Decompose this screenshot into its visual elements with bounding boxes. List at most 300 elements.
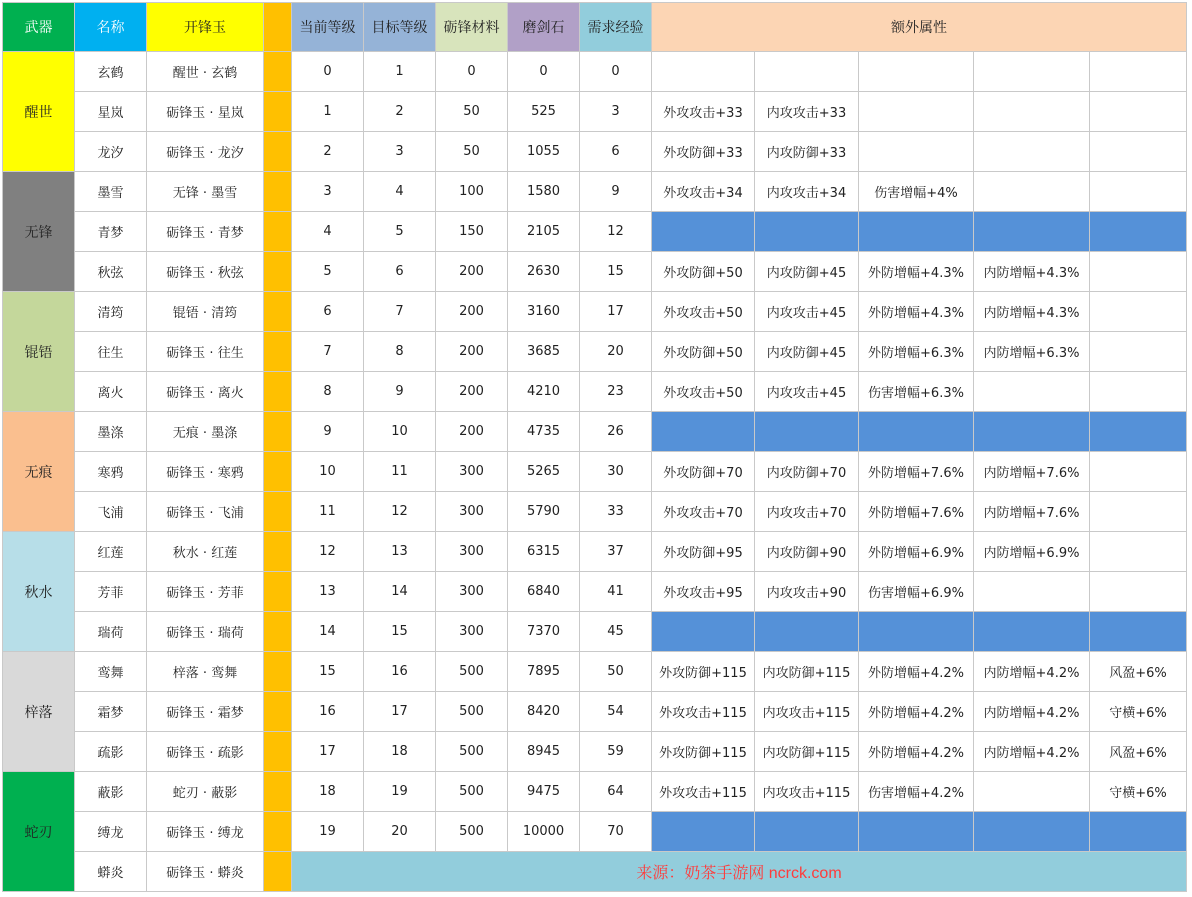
stone-cell[interactable]: 8420 (508, 692, 580, 732)
extra-attribute-cell[interactable] (755, 52, 859, 92)
gold-divider-cell[interactable] (264, 492, 292, 532)
extra-attribute-cell[interactable]: 外攻防御+95 (652, 532, 755, 572)
header-target-level[interactable]: 目标等级 (364, 3, 436, 52)
target-level-cell[interactable]: 18 (364, 732, 436, 772)
header-weapon[interactable]: 武器 (3, 3, 75, 52)
extra-attribute-cell[interactable] (1090, 212, 1187, 252)
exp-cell[interactable]: 3 (580, 92, 652, 132)
header-stone[interactable]: 磨剑石 (508, 3, 580, 52)
name-cell[interactable]: 疏影 (75, 732, 147, 772)
table-row (3, 92, 1187, 132)
kaifengyu-cell[interactable]: 砺锋玉 · 秋弦 (147, 252, 264, 292)
extra-attribute-cell[interactable]: 内攻防御+33 (755, 132, 859, 172)
table-row (3, 852, 1187, 892)
extra-attribute-cell[interactable]: 内攻防御+115 (755, 732, 859, 772)
gold-divider-cell[interactable] (264, 732, 292, 772)
material-cell[interactable]: 500 (436, 692, 508, 732)
extra-attribute-cell[interactable] (652, 412, 755, 452)
extra-attribute-cell[interactable]: 外攻防御+33 (652, 132, 755, 172)
name-cell[interactable]: 红莲 (75, 532, 147, 572)
extra-attribute-cell[interactable]: 内攻攻击+115 (755, 692, 859, 732)
extra-attribute-cell[interactable] (755, 812, 859, 852)
current-level-cell[interactable]: 16 (292, 692, 364, 732)
kaifengyu-cell[interactable]: 砺锋玉 · 星岚 (147, 92, 264, 132)
extra-attribute-cell[interactable]: 外攻防御+50 (652, 332, 755, 372)
extra-attribute-cell[interactable] (974, 92, 1090, 132)
material-cell[interactable]: 50 (436, 92, 508, 132)
exp-cell[interactable]: 12 (580, 212, 652, 252)
material-cell[interactable]: 50 (436, 132, 508, 172)
kaifengyu-cell[interactable]: 砺锋玉 · 青梦 (147, 212, 264, 252)
header-extra-attributes[interactable]: 额外属性 (652, 3, 1187, 52)
stone-cell[interactable]: 3685 (508, 332, 580, 372)
stone-cell[interactable]: 0 (508, 52, 580, 92)
table-row (3, 812, 1187, 852)
gold-divider-cell[interactable] (264, 772, 292, 812)
extra-attribute-cell[interactable]: 外攻防御+115 (652, 732, 755, 772)
extra-attribute-cell[interactable]: 外攻攻击+95 (652, 572, 755, 612)
target-level-cell[interactable]: 17 (364, 692, 436, 732)
target-level-cell[interactable]: 11 (364, 452, 436, 492)
extra-attribute-cell[interactable]: 外攻防御+70 (652, 452, 755, 492)
name-cell[interactable]: 霜梦 (75, 692, 147, 732)
current-level-cell[interactable]: 11 (292, 492, 364, 532)
stone-cell[interactable]: 1055 (508, 132, 580, 172)
name-cell[interactable]: 星岚 (75, 92, 147, 132)
extra-attribute-cell[interactable]: 外防增幅+4.3% (859, 252, 974, 292)
name-cell[interactable]: 离火 (75, 372, 147, 412)
gold-divider-cell[interactable] (264, 372, 292, 412)
extra-attribute-cell[interactable]: 内攻防御+115 (755, 652, 859, 692)
stone-cell[interactable]: 6315 (508, 532, 580, 572)
stone-cell[interactable]: 4210 (508, 372, 580, 412)
material-cell[interactable]: 500 (436, 772, 508, 812)
extra-attribute-cell[interactable]: 守横+6% (1090, 692, 1187, 732)
exp-cell[interactable]: 17 (580, 292, 652, 332)
extra-attribute-cell[interactable] (1090, 452, 1187, 492)
gold-divider-cell[interactable] (264, 532, 292, 572)
name-cell[interactable]: 蔽影 (75, 772, 147, 812)
extra-attribute-cell[interactable]: 外攻攻击+50 (652, 292, 755, 332)
extra-attribute-cell[interactable]: 内攻攻击+45 (755, 292, 859, 332)
current-level-cell[interactable]: 19 (292, 812, 364, 852)
material-cell[interactable]: 300 (436, 612, 508, 652)
table-row (3, 172, 1187, 212)
extra-attribute-cell[interactable]: 内防增幅+4.3% (974, 292, 1090, 332)
kaifengyu-cell[interactable]: 无锋 · 墨雪 (147, 172, 264, 212)
name-cell[interactable]: 青梦 (75, 212, 147, 252)
exp-cell[interactable]: 54 (580, 692, 652, 732)
target-level-cell[interactable]: 4 (364, 172, 436, 212)
stone-cell[interactable]: 8945 (508, 732, 580, 772)
gold-divider-column[interactable] (264, 3, 292, 52)
material-cell[interactable]: 200 (436, 332, 508, 372)
target-level-cell[interactable]: 1 (364, 52, 436, 92)
gold-divider-cell[interactable] (264, 332, 292, 372)
target-level-cell[interactable]: 12 (364, 492, 436, 532)
name-cell[interactable]: 芳菲 (75, 572, 147, 612)
extra-attribute-cell[interactable] (974, 572, 1090, 612)
extra-attribute-cell[interactable] (859, 132, 974, 172)
gold-divider-cell[interactable] (264, 652, 292, 692)
extra-attribute-cell[interactable] (1090, 492, 1187, 532)
material-cell[interactable]: 300 (436, 452, 508, 492)
kaifengyu-cell[interactable]: 无痕 · 墨涤 (147, 412, 264, 452)
extra-attribute-cell[interactable] (859, 412, 974, 452)
exp-cell[interactable]: 9 (580, 172, 652, 212)
extra-attribute-cell[interactable]: 外防增幅+4.2% (859, 692, 974, 732)
target-level-cell[interactable]: 13 (364, 532, 436, 572)
extra-attribute-cell[interactable]: 伤害增幅+6.9% (859, 572, 974, 612)
extra-attribute-cell[interactable]: 内攻攻击+45 (755, 372, 859, 412)
name-cell[interactable]: 寒鸦 (75, 452, 147, 492)
current-level-cell[interactable]: 15 (292, 652, 364, 692)
target-level-cell[interactable]: 7 (364, 292, 436, 332)
extra-attribute-cell[interactable]: 内攻攻击+90 (755, 572, 859, 612)
table-row (3, 212, 1187, 252)
gold-divider-cell[interactable] (264, 52, 292, 92)
gold-divider-cell[interactable] (264, 612, 292, 652)
gold-divider-cell[interactable] (264, 852, 292, 892)
exp-cell[interactable]: 41 (580, 572, 652, 612)
stone-cell[interactable]: 5265 (508, 452, 580, 492)
extra-attribute-cell[interactable]: 外防增幅+6.3% (859, 332, 974, 372)
extra-attribute-cell[interactable] (859, 212, 974, 252)
material-cell[interactable]: 100 (436, 172, 508, 212)
extra-attribute-cell[interactable] (1090, 412, 1187, 452)
extra-attribute-cell[interactable] (1090, 372, 1187, 412)
material-cell[interactable]: 200 (436, 252, 508, 292)
exp-cell[interactable]: 20 (580, 332, 652, 372)
name-cell[interactable]: 清筠 (75, 292, 147, 332)
kaifengyu-cell[interactable]: 砺锋玉 · 离火 (147, 372, 264, 412)
extra-attribute-cell[interactable]: 内攻防御+70 (755, 452, 859, 492)
kaifengyu-cell[interactable]: 锟铻 · 清筠 (147, 292, 264, 332)
exp-cell[interactable]: 59 (580, 732, 652, 772)
name-cell[interactable]: 玄鹤 (75, 52, 147, 92)
current-level-cell[interactable]: 6 (292, 292, 364, 332)
gold-divider-cell[interactable] (264, 452, 292, 492)
header-exp[interactable]: 需求经验 (580, 3, 652, 52)
extra-attribute-cell[interactable]: 外防增幅+4.3% (859, 292, 974, 332)
extra-attribute-cell[interactable] (974, 52, 1090, 92)
stone-cell[interactable]: 7370 (508, 612, 580, 652)
material-cell[interactable]: 300 (436, 572, 508, 612)
material-cell[interactable]: 200 (436, 372, 508, 412)
exp-cell[interactable]: 37 (580, 532, 652, 572)
extra-attribute-cell[interactable] (1090, 532, 1187, 572)
header-name[interactable]: 名称 (75, 3, 147, 52)
target-level-cell[interactable]: 19 (364, 772, 436, 812)
extra-attribute-cell[interactable] (859, 612, 974, 652)
extra-attribute-cell[interactable] (755, 212, 859, 252)
extra-attribute-cell[interactable] (1090, 52, 1187, 92)
kaifengyu-cell[interactable]: 砺锋玉 · 往生 (147, 332, 264, 372)
stone-cell[interactable]: 2630 (508, 252, 580, 292)
gold-divider-cell[interactable] (264, 692, 292, 732)
kaifengyu-cell[interactable]: 秋水 · 红莲 (147, 532, 264, 572)
extra-attribute-cell[interactable] (755, 412, 859, 452)
table-row (3, 132, 1187, 172)
current-level-cell[interactable]: 3 (292, 172, 364, 212)
target-level-cell[interactable]: 2 (364, 92, 436, 132)
gold-divider-cell[interactable] (264, 92, 292, 132)
extra-attribute-cell[interactable]: 外攻攻击+115 (652, 692, 755, 732)
extra-attribute-cell[interactable]: 外防增幅+7.6% (859, 492, 974, 532)
current-level-cell[interactable]: 8 (292, 372, 364, 412)
target-level-cell[interactable]: 3 (364, 132, 436, 172)
current-level-cell[interactable]: 14 (292, 612, 364, 652)
stone-cell[interactable]: 7895 (508, 652, 580, 692)
kaifengyu-cell[interactable]: 梓落 · 鸾舞 (147, 652, 264, 692)
table-row (3, 412, 1187, 452)
current-level-cell[interactable]: 9 (292, 412, 364, 452)
exp-cell[interactable]: 45 (580, 612, 652, 652)
gold-divider-cell[interactable] (264, 252, 292, 292)
extra-attribute-cell[interactable]: 内攻攻击+33 (755, 92, 859, 132)
extra-attribute-cell[interactable] (974, 412, 1090, 452)
weapon-cell[interactable]: 无锋 (3, 172, 75, 292)
extra-attribute-cell[interactable] (1090, 612, 1187, 652)
weapon-cell[interactable]: 醒世 (3, 52, 75, 172)
material-cell[interactable]: 200 (436, 292, 508, 332)
extra-attribute-cell[interactable]: 内攻防御+45 (755, 252, 859, 292)
table-row (3, 652, 1187, 692)
material-cell[interactable]: 500 (436, 812, 508, 852)
extra-attribute-cell[interactable]: 伤害增幅+6.3% (859, 372, 974, 412)
material-cell[interactable]: 300 (436, 492, 508, 532)
extra-attribute-cell[interactable] (755, 612, 859, 652)
extra-attribute-cell[interactable]: 外攻攻击+115 (652, 772, 755, 812)
table-row (3, 732, 1187, 772)
extra-attribute-cell[interactable]: 内攻防御+45 (755, 332, 859, 372)
extra-attribute-cell[interactable]: 风盈+6% (1090, 652, 1187, 692)
extra-attribute-cell[interactable] (652, 812, 755, 852)
extra-attribute-cell[interactable]: 内攻攻击+70 (755, 492, 859, 532)
table-row (3, 332, 1187, 372)
material-cell[interactable]: 500 (436, 652, 508, 692)
kaifengyu-cell[interactable]: 醒世 · 玄鹤 (147, 52, 264, 92)
extra-attribute-cell[interactable]: 外攻攻击+34 (652, 172, 755, 212)
kaifengyu-cell[interactable]: 砺锋玉 · 缚龙 (147, 812, 264, 852)
extra-attribute-cell[interactable] (1090, 572, 1187, 612)
extra-attribute-cell[interactable] (1090, 292, 1187, 332)
weapon-cell[interactable]: 无痕 (3, 412, 75, 532)
kaifengyu-cell[interactable]: 砺锋玉 · 疏影 (147, 732, 264, 772)
stone-cell[interactable]: 10000 (508, 812, 580, 852)
kaifengyu-cell[interactable]: 蛇刃 · 蔽影 (147, 772, 264, 812)
current-level-cell[interactable]: 1 (292, 92, 364, 132)
weapon-cell[interactable]: 蛇刃 (3, 772, 75, 892)
gold-divider-cell[interactable] (264, 132, 292, 172)
extra-attribute-cell[interactable]: 伤害增幅+4.2% (859, 772, 974, 812)
current-level-cell[interactable]: 18 (292, 772, 364, 812)
material-cell[interactable]: 300 (436, 532, 508, 572)
exp-cell[interactable]: 33 (580, 492, 652, 532)
header-row (3, 3, 1187, 52)
extra-attribute-cell[interactable]: 内防增幅+7.6% (974, 492, 1090, 532)
extra-attribute-cell[interactable]: 外防增幅+4.2% (859, 732, 974, 772)
extra-attribute-cell[interactable]: 内防增幅+6.3% (974, 332, 1090, 372)
extra-attribute-cell[interactable] (1090, 92, 1187, 132)
table-row (3, 372, 1187, 412)
extra-attribute-cell[interactable]: 内防增幅+6.9% (974, 532, 1090, 572)
header-material[interactable]: 砺锋材料 (436, 3, 508, 52)
extra-attribute-cell[interactable]: 外防增幅+7.6% (859, 452, 974, 492)
name-cell[interactable]: 鸾舞 (75, 652, 147, 692)
extra-attribute-cell[interactable] (1090, 252, 1187, 292)
stone-cell[interactable]: 3160 (508, 292, 580, 332)
extra-attribute-cell[interactable]: 外攻攻击+50 (652, 372, 755, 412)
extra-attribute-cell[interactable] (974, 772, 1090, 812)
current-level-cell[interactable]: 10 (292, 452, 364, 492)
current-level-cell[interactable]: 13 (292, 572, 364, 612)
stone-cell[interactable]: 4735 (508, 412, 580, 452)
name-cell[interactable]: 墨雪 (75, 172, 147, 212)
current-level-cell[interactable]: 0 (292, 52, 364, 92)
target-level-cell[interactable]: 20 (364, 812, 436, 852)
extra-attribute-cell[interactable] (859, 92, 974, 132)
target-level-cell[interactable]: 10 (364, 412, 436, 452)
extra-attribute-cell[interactable] (1090, 132, 1187, 172)
gold-divider-cell[interactable] (264, 412, 292, 452)
kaifengyu-cell[interactable]: 砺锋玉 · 蟒炎 (147, 852, 264, 892)
extra-attribute-cell[interactable]: 内攻防御+90 (755, 532, 859, 572)
extra-attribute-cell[interactable] (652, 212, 755, 252)
weapon-cell[interactable]: 秋水 (3, 532, 75, 652)
target-level-cell[interactable]: 9 (364, 372, 436, 412)
extra-attribute-cell[interactable]: 外攻攻击+33 (652, 92, 755, 132)
table-row (3, 572, 1187, 612)
extra-attribute-cell[interactable] (974, 212, 1090, 252)
extra-attribute-cell[interactable]: 外防增幅+6.9% (859, 532, 974, 572)
extra-attribute-cell[interactable]: 内攻攻击+115 (755, 772, 859, 812)
target-level-cell[interactable]: 15 (364, 612, 436, 652)
name-cell[interactable]: 往生 (75, 332, 147, 372)
extra-attribute-cell[interactable]: 内防增幅+4.2% (974, 652, 1090, 692)
current-level-cell[interactable]: 4 (292, 212, 364, 252)
extra-attribute-cell[interactable]: 外攻攻击+70 (652, 492, 755, 532)
extra-attribute-cell[interactable]: 风盈+6% (1090, 732, 1187, 772)
exp-cell[interactable]: 15 (580, 252, 652, 292)
exp-cell[interactable]: 50 (580, 652, 652, 692)
target-level-cell[interactable]: 5 (364, 212, 436, 252)
weapon-cell[interactable]: 锟铻 (3, 292, 75, 412)
extra-attribute-cell[interactable]: 外防增幅+4.2% (859, 652, 974, 692)
stone-cell[interactable]: 5790 (508, 492, 580, 532)
source-watermark: 来源：奶茶手游网 ncrck.com (636, 865, 842, 882)
exp-cell[interactable]: 6 (580, 132, 652, 172)
name-cell[interactable]: 秋弦 (75, 252, 147, 292)
name-cell[interactable]: 蟒炎 (75, 852, 147, 892)
extra-attribute-cell[interactable] (652, 612, 755, 652)
exp-cell[interactable]: 26 (580, 412, 652, 452)
extra-attribute-cell[interactable]: 内防增幅+7.6% (974, 452, 1090, 492)
material-cell[interactable]: 500 (436, 732, 508, 772)
extra-attribute-cell[interactable] (974, 612, 1090, 652)
extra-attribute-cell[interactable]: 外攻防御+115 (652, 652, 755, 692)
target-level-cell[interactable]: 14 (364, 572, 436, 612)
gold-divider-cell[interactable] (264, 172, 292, 212)
stone-cell[interactable]: 9475 (508, 772, 580, 812)
current-level-cell[interactable]: 7 (292, 332, 364, 372)
extra-attribute-cell[interactable]: 内防增幅+4.2% (974, 692, 1090, 732)
exp-cell[interactable]: 23 (580, 372, 652, 412)
target-level-cell[interactable]: 16 (364, 652, 436, 692)
name-cell[interactable]: 缚龙 (75, 812, 147, 852)
weapon-cell[interactable]: 梓落 (3, 652, 75, 772)
stone-cell[interactable]: 2105 (508, 212, 580, 252)
extra-attribute-cell[interactable] (652, 52, 755, 92)
kaifengyu-cell[interactable]: 砺锋玉 · 寒鸦 (147, 452, 264, 492)
extra-attribute-cell[interactable]: 内防增幅+4.3% (974, 252, 1090, 292)
exp-cell[interactable]: 70 (580, 812, 652, 852)
extra-attribute-cell[interactable] (974, 812, 1090, 852)
target-level-cell[interactable]: 6 (364, 252, 436, 292)
stone-cell[interactable]: 525 (508, 92, 580, 132)
stone-cell[interactable]: 6840 (508, 572, 580, 612)
material-cell[interactable]: 0 (436, 52, 508, 92)
extra-attribute-cell[interactable] (974, 172, 1090, 212)
extra-attribute-cell[interactable] (1090, 332, 1187, 372)
current-level-cell[interactable]: 2 (292, 132, 364, 172)
extra-attribute-cell[interactable]: 守横+6% (1090, 772, 1187, 812)
weapon-upgrade-table (2, 2, 1187, 892)
extra-attribute-cell[interactable] (1090, 172, 1187, 212)
kaifengyu-cell[interactable]: 砺锋玉 · 瑞荷 (147, 612, 264, 652)
header-kaifengyu[interactable]: 开锋玉 (147, 3, 264, 52)
material-cell[interactable]: 150 (436, 212, 508, 252)
exp-cell[interactable]: 0 (580, 52, 652, 92)
extra-attribute-cell[interactable]: 内攻攻击+34 (755, 172, 859, 212)
extra-attribute-cell[interactable]: 外攻防御+50 (652, 252, 755, 292)
gold-divider-cell[interactable] (264, 812, 292, 852)
current-level-cell[interactable]: 12 (292, 532, 364, 572)
extra-attribute-cell[interactable] (859, 812, 974, 852)
kaifengyu-cell[interactable]: 砺锋玉 · 芳菲 (147, 572, 264, 612)
footer-merged-cell[interactable] (292, 852, 1187, 892)
extra-attribute-cell[interactable]: 伤害增幅+4% (859, 172, 974, 212)
extra-attribute-cell[interactable] (974, 372, 1090, 412)
exp-cell[interactable]: 30 (580, 452, 652, 492)
current-level-cell[interactable]: 17 (292, 732, 364, 772)
gold-divider-cell[interactable] (264, 572, 292, 612)
header-current-level[interactable]: 当前等级 (292, 3, 364, 52)
extra-attribute-cell[interactable] (1090, 812, 1187, 852)
gold-divider-cell[interactable] (264, 292, 292, 332)
current-level-cell[interactable]: 5 (292, 252, 364, 292)
extra-attribute-cell[interactable] (859, 52, 974, 92)
kaifengyu-cell[interactable]: 砺锋玉 · 龙汐 (147, 132, 264, 172)
material-cell[interactable]: 200 (436, 412, 508, 452)
kaifengyu-cell[interactable]: 砺锋玉 · 霜梦 (147, 692, 264, 732)
name-cell[interactable]: 龙汐 (75, 132, 147, 172)
table-row (3, 772, 1187, 812)
extra-attribute-cell[interactable] (974, 132, 1090, 172)
kaifengyu-cell[interactable]: 砺锋玉 · 飞浦 (147, 492, 264, 532)
extra-attribute-cell[interactable]: 内防增幅+4.2% (974, 732, 1090, 772)
name-cell[interactable]: 飞浦 (75, 492, 147, 532)
table-row (3, 612, 1187, 652)
stone-cell[interactable]: 1580 (508, 172, 580, 212)
name-cell[interactable]: 瑞荷 (75, 612, 147, 652)
table-row (3, 492, 1187, 532)
exp-cell[interactable]: 64 (580, 772, 652, 812)
table-row (3, 292, 1187, 332)
gold-divider-cell[interactable] (264, 212, 292, 252)
target-level-cell[interactable]: 8 (364, 332, 436, 372)
name-cell[interactable]: 墨涤 (75, 412, 147, 452)
